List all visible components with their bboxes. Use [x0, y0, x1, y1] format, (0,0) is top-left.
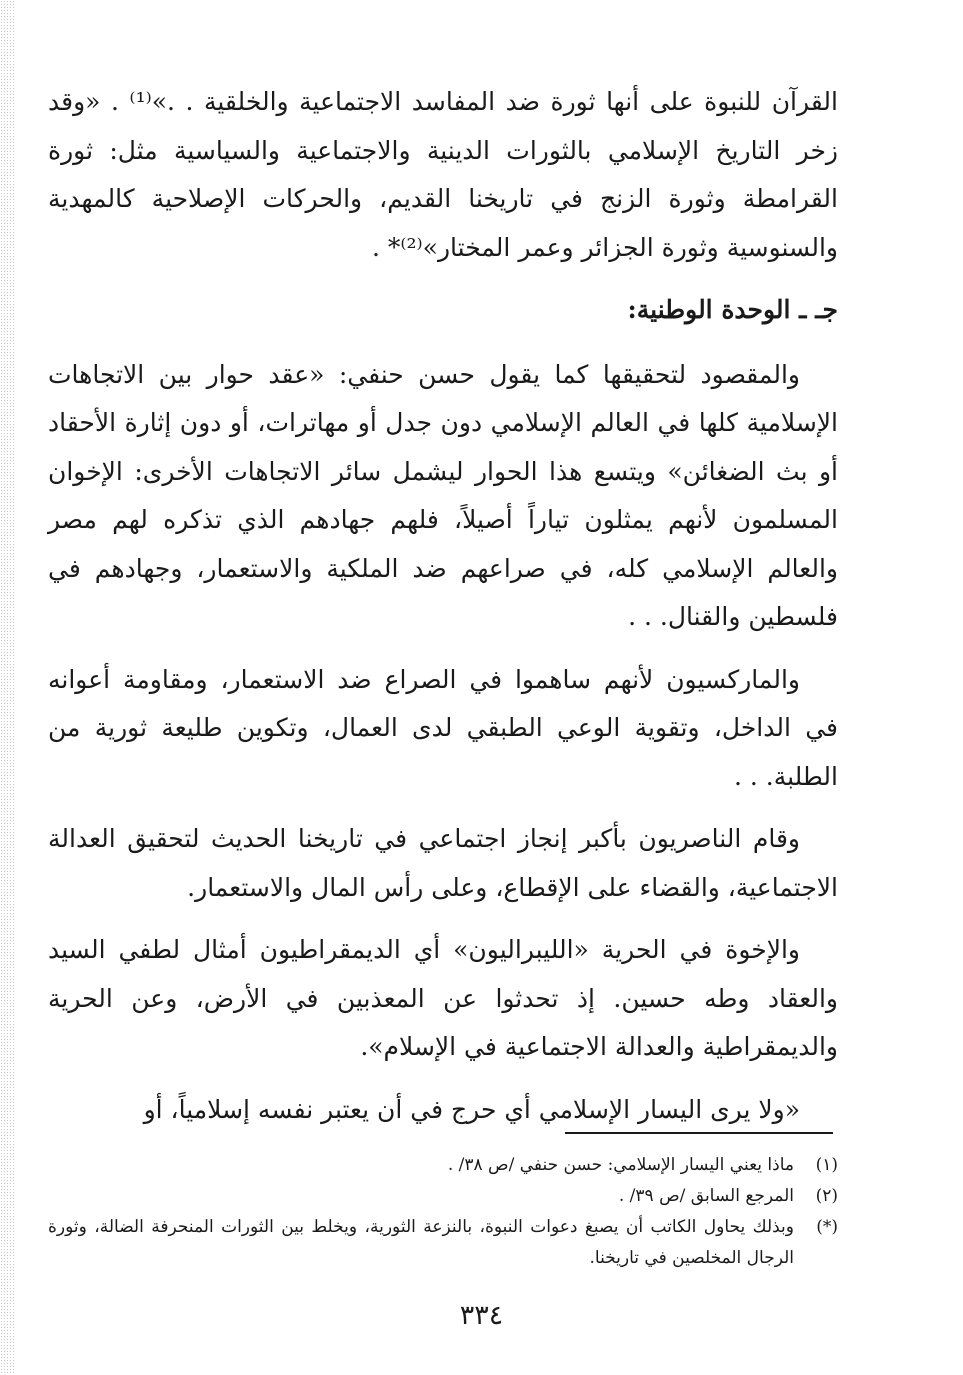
scan-edge-noise — [0, 0, 14, 1375]
paragraph-3: والماركسيون لأنهم ساهموا في الصراع ضد الاستعمار، ومقاومة أعوانه في الداخل، وتقوية الوعي الطبقي لدى العمال، وتكوين طليعة ثورية من الطلبة. . . — [48, 664, 838, 791]
page-number: ٣٣٤ — [459, 1300, 504, 1331]
main-text — [48, 78, 838, 1148]
footnote-separator — [565, 1132, 833, 1134]
paragraph-5: والإخوة في الحرية «الليبراليون» أي الديمقراطيون أمثال لطفي السيد والعقاد وطه حسين. إذ تحدثوا عن المعذبين في الأرض، وعن الحرية والديمقراطية والعدالة الاجتماعية في الإسلام». — [48, 935, 838, 1061]
paragraph-2: والمقصود لتحقيقها كما يقول حسن حنفي: «عقد حوار بين الاتجاهات الإسلامية كلها في العالم الإسلامي دون جدل أو مهاترات، أو دون إثارة الأحقاد أو بث الضغائن» ويتسع هذا الحوار ليشمل سائر الاتجاهات الأخرى: الإخوان المسلمون لأنهم يمثلون تياراً أصيلاً، فلهم جهادهم الذي تذكره لهم مصر والعالم الإسلامي كله، في صراعهم ضد الملكية والاستعمار، وجهادهم في فلسطين والقنال. . . — [48, 359, 838, 631]
footnote-3 — [48, 1212, 838, 1274]
footnotes — [48, 1150, 838, 1274]
footnote-marker: (*) — [816, 1217, 838, 1237]
paragraph-4: وقام الناصريون بأكبر إنجاز اجتماعي في تاريخنا الحديث لتحقيق العدالة الاجتماعية، والقضاء على الإقطاع، وعلى رأس المال والاستعمار. — [48, 824, 838, 902]
paragraph-6: «ولا يرى اليسار الإسلامي أي حرج في أن يعتبر نفسه إسلامياً، أو — [143, 1094, 800, 1124]
section-heading: جـ ـ الوحدة الوطنية: — [627, 295, 838, 324]
footnote-text: المرجع السابق /ص ٣٩/ . — [618, 1186, 794, 1206]
footnote-marker: (٢) — [815, 1186, 838, 1206]
footnote-1 — [48, 1150, 838, 1181]
paragraph-1: القرآن للنبوة على أنها ثورة ضد المفاسد الاجتماعية والخلقية . .»⁽¹⁾ . «وقد زخر التاريخ الإسلامي بالثورات الدينية والاجتماعية والسياسية مثل: ثورة القرامطة وثورة الزنج في تاريخنا القديم، والحركات الإصلاحية كالمهدية والسنوسية وثورة الجزائر وعمر المختار»⁽²⁾* . — [48, 87, 838, 262]
footnote-2 — [48, 1181, 838, 1212]
footnote-text: ماذا يعني اليسار الإسلامي: حسن حنفي /ص ٣٨/ . — [447, 1155, 794, 1175]
footnote-text: وبذلك يحاول الكاتب أن يصبغ دعوات النبوة، بالنزعة الثورية، ويخلط بين الثورات المنحرفة الضالة، وثورة الرجال المخلصين في تاريخنا. — [48, 1217, 794, 1268]
footnote-marker: (١) — [815, 1155, 838, 1175]
